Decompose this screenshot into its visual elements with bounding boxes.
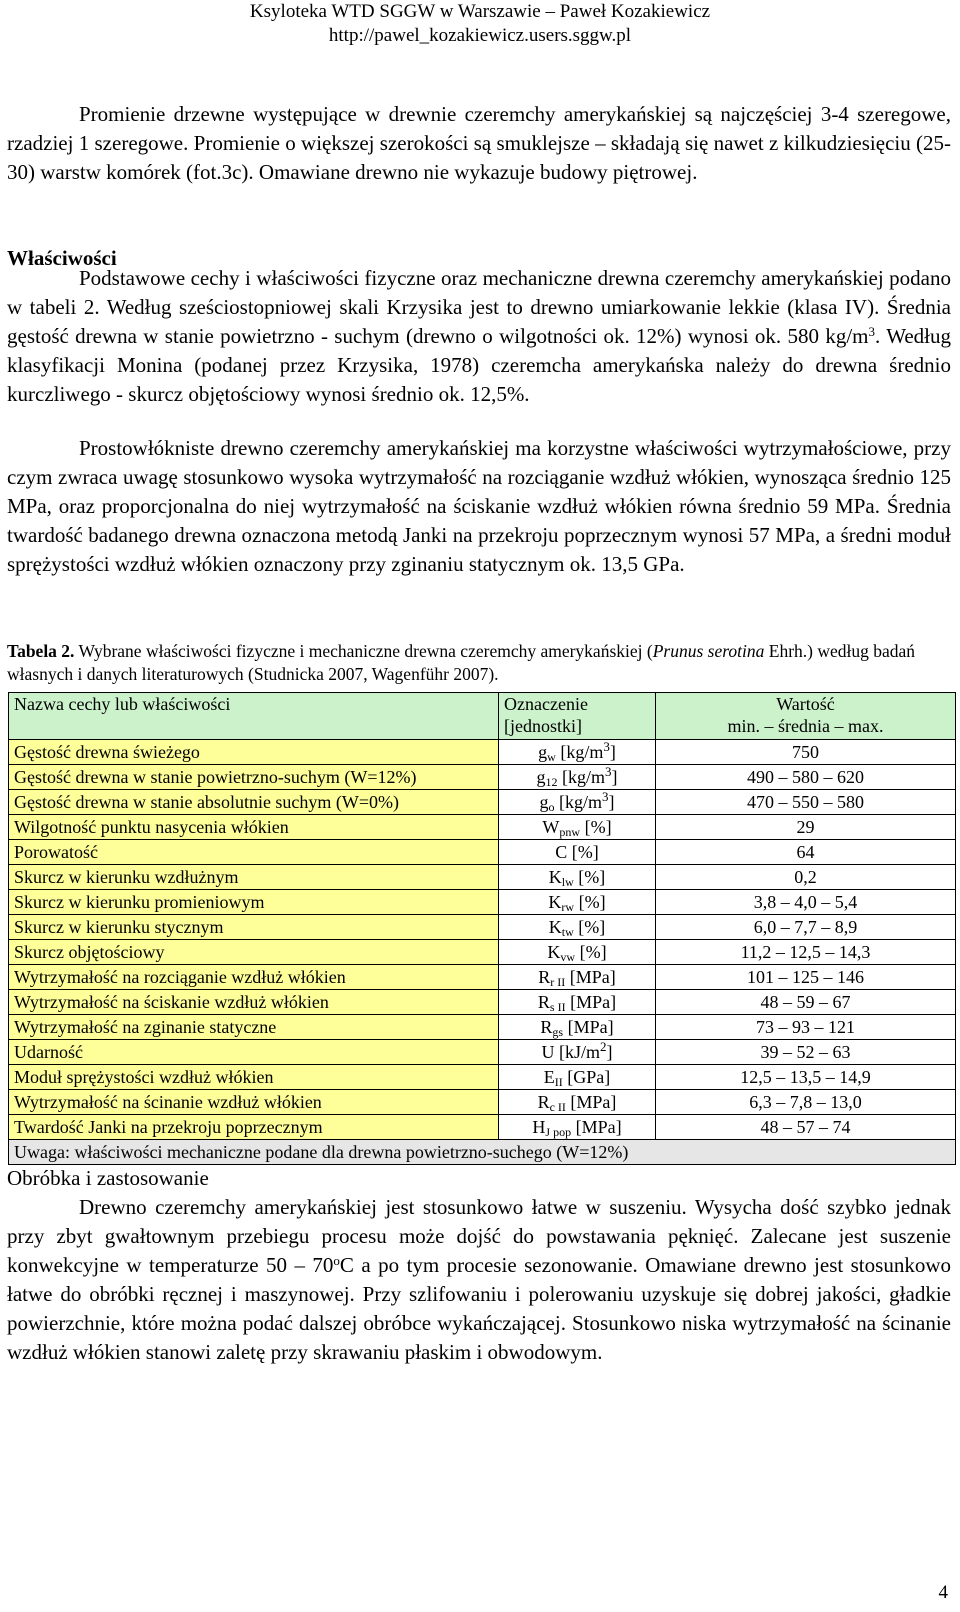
table-row bbox=[9, 1090, 956, 1115]
property-value-cell: 39 – 52 – 63 bbox=[656, 1040, 956, 1065]
property-name-cell: Moduł sprężystości wzdłuż włókien bbox=[9, 1065, 499, 1090]
table-header-row bbox=[9, 693, 956, 740]
symbol-unit-end: ] bbox=[611, 767, 618, 787]
property-name-cell: Wytrzymałość na ściskanie wzdłuż włókien bbox=[9, 990, 499, 1015]
property-symbol-cell bbox=[499, 890, 656, 915]
table-row bbox=[9, 815, 956, 840]
properties-p1-text-b: . Według klasyfikacji Monina (podanej przez Krzysika, 1978) czeremcha amerykańska należy do drewna średnio kurczliwego - skurcz objętościowy wynosi średnio ok. 12,5%. bbox=[7, 324, 951, 406]
properties-paragraph-2: Prostowłókniste drewno czeremchy amerykańskiej ma korzystne właściwości wytrzymałościowe, przy czym zwraca uwagę stosunkowo wysoka wytrzymałość na rozciąganie wzdłuż włókien, wynosząca średnio 125 MPa, oraz proporcjonalna do niej wytrzymałość na ściskanie wzdłuż włókien równa średnio 59 MPa. Średnia twardość badanego drewna oznaczona metodą Janki na przekroju poprzecznym wynosi 57 MPa, a średni moduł sprężystości wzdłuż włókien oznaczony przy zginaniu statycznym ok. 13,5 GPa. bbox=[7, 436, 951, 576]
table-row bbox=[9, 1065, 956, 1090]
property-value-cell: 470 – 550 – 580 bbox=[656, 790, 956, 815]
processing-p1-sup: o bbox=[333, 1253, 340, 1268]
table-row bbox=[9, 840, 956, 865]
property-value-cell: 3,8 – 4,0 – 5,4 bbox=[656, 890, 956, 915]
table-caption-text-a: Wybrane właściwości fizyczne i mechaniczne drewna czeremchy amerykańskiej ( bbox=[74, 641, 653, 661]
symbol-subscript: tw bbox=[561, 925, 574, 939]
property-symbol-cell bbox=[499, 815, 656, 840]
table-row bbox=[9, 940, 956, 965]
symbol-subscript: gs bbox=[552, 1025, 564, 1039]
property-value-cell: 12,5 – 13,5 – 14,9 bbox=[656, 1065, 956, 1090]
table-caption bbox=[7, 640, 951, 686]
header-url: http://pawel_kozakiewicz.users.sggw.pl bbox=[328, 25, 632, 46]
symbol-letter: g bbox=[536, 767, 546, 787]
property-symbol-cell bbox=[499, 940, 656, 965]
property-name-cell: Twardość Janki na przekroju poprzecznym bbox=[9, 1115, 499, 1140]
table-row bbox=[9, 890, 956, 915]
table-row bbox=[9, 740, 956, 765]
column-header-name: Nazwa cechy lub właściwości bbox=[9, 693, 499, 740]
symbol-subscript: s II bbox=[549, 1000, 566, 1014]
symbol-letter: R bbox=[538, 967, 551, 987]
intro-paragraph: Promienie drzewne występujące w drewnie czeremchy amerykańskiej są najczęściej 3-4 szeregowe, rzadziej 1 szeregowe. Promienie o większej szerokości są smuklejsze – składają się nawet z kilkudziesięciu (25-30) warstw komórek (fot.3c). Omawiane drewno nie wykazuje budowy piętrowej. bbox=[7, 102, 951, 184]
properties-paragraph-1 bbox=[7, 264, 951, 409]
symbol-letter: C bbox=[555, 842, 568, 862]
symbol-subscript: o bbox=[548, 800, 555, 814]
property-name-cell: Wytrzymałość na zginanie statyczne bbox=[9, 1015, 499, 1040]
symbol-letter: K bbox=[547, 942, 561, 962]
symbol-subscript: pnw bbox=[559, 825, 581, 839]
symbol-letter: g bbox=[539, 792, 549, 812]
property-value-cell: 29 bbox=[656, 815, 956, 840]
table-note-row bbox=[9, 1140, 956, 1165]
property-symbol-cell bbox=[499, 765, 656, 790]
property-value-cell: 0,2 bbox=[656, 865, 956, 890]
column-header-value-line1: Wartość bbox=[776, 694, 835, 714]
property-value-cell: 48 – 57 – 74 bbox=[656, 1115, 956, 1140]
property-value-cell: 490 – 580 – 620 bbox=[656, 765, 956, 790]
properties-p1-text-a: Podstawowe cechy i właściwości fizyczne oraz mechaniczne drewna czeremchy amerykańskiej podano w tabeli 2. Według sześciostopniowej skali Krzysika jest to drewno umiarkowanie lekkie (klasa IV). Średnia gęstość drewna w stanie powietrzno - suchym (drewno o wilgotności ok. 12%) wynosi ok. 580 kg/m bbox=[7, 266, 951, 348]
symbol-letter: K bbox=[548, 867, 562, 887]
property-symbol-cell bbox=[499, 1090, 656, 1115]
property-name-cell: Skurcz w kierunku wzdłużnym bbox=[9, 865, 499, 890]
page-number: 4 bbox=[938, 1582, 948, 1603]
table-caption-italic: Prunus serotina bbox=[652, 641, 765, 661]
property-name-cell: Gęstość drewna świeżego bbox=[9, 740, 499, 765]
symbol-letter: R bbox=[537, 1092, 550, 1112]
symbol-letter: R bbox=[540, 1017, 553, 1037]
property-symbol-cell bbox=[499, 790, 656, 815]
property-symbol-cell bbox=[499, 1115, 656, 1140]
property-name-cell: Wilgotność punktu nasycenia włókien bbox=[9, 815, 499, 840]
symbol-letter: K bbox=[548, 917, 562, 937]
property-name-cell: Gęstość drewna w stanie absolutnie suchym (W=0%) bbox=[9, 790, 499, 815]
table-note: Uwaga: właściwości mechaniczne podane dla drewna powietrzno-suchego (W=12%) bbox=[9, 1140, 956, 1165]
symbol-unit: [%] bbox=[574, 892, 606, 912]
symbol-superscript: 2 bbox=[600, 1039, 607, 1054]
symbol-superscript: 3 bbox=[602, 789, 609, 804]
property-symbol-cell bbox=[499, 1065, 656, 1090]
property-value-cell: 6,0 – 7,7 – 8,9 bbox=[656, 915, 956, 940]
table-row bbox=[9, 965, 956, 990]
property-symbol-cell bbox=[499, 865, 656, 890]
symbol-subscript: J pop bbox=[545, 1125, 572, 1139]
symbol-subscript: w bbox=[547, 750, 556, 764]
symbol-subscript: lw bbox=[561, 875, 574, 889]
property-symbol-cell bbox=[499, 740, 656, 765]
property-name-cell: Porowatość bbox=[9, 840, 499, 865]
symbol-unit: [kg/m bbox=[557, 767, 605, 787]
property-symbol-cell bbox=[499, 840, 656, 865]
table-row bbox=[9, 790, 956, 815]
table-row bbox=[9, 990, 956, 1015]
symbol-subscript: c II bbox=[549, 1100, 566, 1114]
processing-heading: Obróbka i zastosowanie bbox=[7, 1166, 209, 1190]
symbol-unit: [%] bbox=[580, 817, 612, 837]
property-value-cell: 101 – 125 – 146 bbox=[656, 965, 956, 990]
property-name-cell: Skurcz w kierunku promieniowym bbox=[9, 890, 499, 915]
symbol-letter: K bbox=[548, 892, 562, 912]
symbol-unit: [%] bbox=[575, 942, 607, 962]
processing-p1-text-b: C a po tym procesie sezonowanie. Omawiane drewno jest stosunkowo łatwe do obróbki ręcznej i maszynowej. Przy szlifowaniu i polerowaniu uzyskuje się dobrej jakości, gładkie powierzchnie, które można podać dalszej obróbce wykańczającej. Stosunkowo niska wytrzymałość na ścinanie wzdłuż włókien stanowi zaletę przy skrawaniu płaskim i obwodowym. bbox=[7, 1253, 951, 1364]
property-value-cell: 6,3 – 7,8 – 13,0 bbox=[656, 1090, 956, 1115]
property-symbol-cell bbox=[499, 965, 656, 990]
property-value-cell: 73 – 93 – 121 bbox=[656, 1015, 956, 1040]
symbol-letter: H bbox=[532, 1117, 546, 1137]
property-value-cell: 48 – 59 – 67 bbox=[656, 990, 956, 1015]
symbol-unit: [%] bbox=[573, 917, 606, 937]
table-caption-label: Tabela 2. bbox=[7, 641, 75, 661]
property-name-cell: Wytrzymałość na ścinanie wzdłuż włókien bbox=[9, 1090, 499, 1115]
symbol-letter: R bbox=[537, 992, 550, 1012]
property-value-cell: 750 bbox=[656, 740, 956, 765]
symbol-unit: [%] bbox=[573, 867, 606, 887]
header-title: Ksyloteka WTD SGGW w Warszawie – Paweł Kozakiewicz bbox=[249, 1, 711, 22]
symbol-unit: [MPa] bbox=[571, 1117, 622, 1137]
properties-table bbox=[8, 692, 956, 1165]
symbol-unit: [GPa] bbox=[562, 1067, 611, 1087]
symbol-unit: [MPa] bbox=[565, 967, 616, 987]
processing-paragraph bbox=[7, 1193, 951, 1367]
symbol-unit-end: ] bbox=[606, 1042, 613, 1062]
symbol-unit-end: ] bbox=[608, 792, 615, 812]
column-header-value bbox=[656, 693, 956, 740]
symbol-subscript: II bbox=[554, 1075, 563, 1089]
property-symbol-cell bbox=[499, 915, 656, 940]
table-row bbox=[9, 865, 956, 890]
property-symbol-cell bbox=[499, 1015, 656, 1040]
symbol-unit-end: ] bbox=[609, 742, 616, 762]
symbol-subscript: vw bbox=[560, 950, 576, 964]
table-caption-text-b: Ehrh.) według badań własnych i danych literaturowych (Studnicka 2007, Wagenführ 2007). bbox=[7, 641, 916, 684]
symbol-letter: g bbox=[538, 742, 548, 762]
symbol-letter: U bbox=[541, 1042, 555, 1062]
symbol-unit: [kg/m bbox=[555, 742, 604, 762]
symbol-unit: [MPa] bbox=[563, 1017, 614, 1037]
properties-heading: Właściwości bbox=[7, 246, 117, 270]
page-header bbox=[0, 0, 960, 48]
symbol-unit: [MPa] bbox=[565, 1092, 617, 1112]
property-value-cell: 11,2 – 12,5 – 14,3 bbox=[656, 940, 956, 965]
symbol-subscript: rw bbox=[561, 900, 575, 914]
table-row bbox=[9, 1015, 956, 1040]
column-header-symbol-line1: Oznaczenie bbox=[504, 694, 588, 714]
property-name-cell: Gęstość drewna w stanie powietrzno-suchym (W=12%) bbox=[9, 765, 499, 790]
symbol-subscript: r II bbox=[550, 975, 566, 989]
property-symbol-cell bbox=[499, 990, 656, 1015]
table-row bbox=[9, 1040, 956, 1065]
processing-p1-text-a: Drewno czeremchy amerykańskiej jest stosunkowo łatwe w suszeniu. Wysycha dość szybko jednak przy zbyt gwałtownym przebiegu procesu może dojść do powstawania pęknięć. Zalecane jest suszenie konwekcyjne w temperaturze 50 – 70 bbox=[7, 1195, 951, 1277]
symbol-letter: E bbox=[543, 1067, 555, 1087]
property-name-cell: Skurcz objętościowy bbox=[9, 940, 499, 965]
property-symbol-cell bbox=[499, 1040, 656, 1065]
table-row bbox=[9, 1115, 956, 1140]
property-name-cell: Wytrzymałość na rozciąganie wzdłuż włókien bbox=[9, 965, 499, 990]
column-header-value-line2: min. – średnia – max. bbox=[727, 716, 884, 736]
symbol-unit: [kJ/m bbox=[554, 1042, 600, 1062]
column-header-symbol-line2: [jednostki] bbox=[504, 716, 582, 736]
property-name-cell: Skurcz w kierunku stycznym bbox=[9, 915, 499, 940]
property-name-cell: Udarność bbox=[9, 1040, 499, 1065]
property-value-cell: 64 bbox=[656, 840, 956, 865]
table-row bbox=[9, 915, 956, 940]
symbol-subscript: 12 bbox=[545, 775, 558, 789]
properties-p1-sup: 3 bbox=[868, 324, 875, 339]
symbol-unit: [kg/m bbox=[554, 792, 602, 812]
symbol-superscript: 3 bbox=[603, 739, 610, 754]
symbol-letter: W bbox=[542, 817, 560, 837]
column-header-symbol bbox=[499, 693, 656, 740]
symbol-unit: [%] bbox=[567, 842, 599, 862]
table-row bbox=[9, 765, 956, 790]
symbol-unit: [MPa] bbox=[565, 992, 617, 1012]
symbol-superscript: 3 bbox=[605, 764, 612, 779]
